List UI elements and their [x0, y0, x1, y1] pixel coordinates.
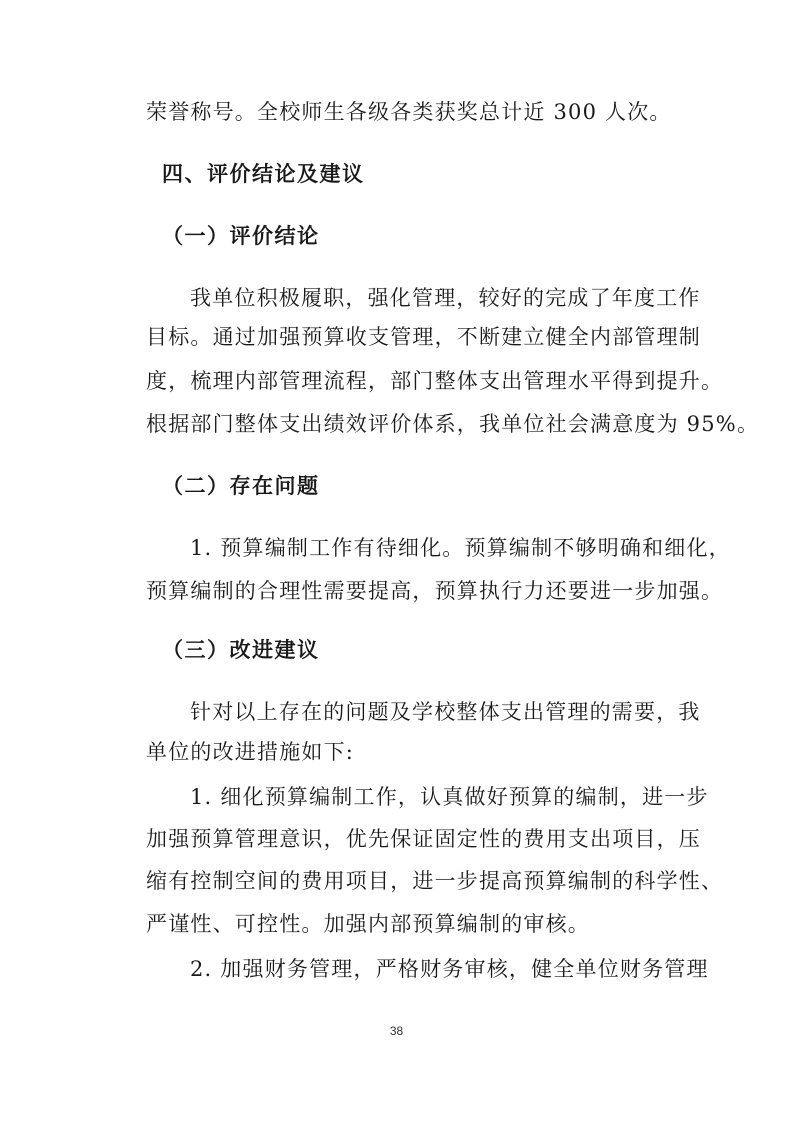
suggestions-line-2: 单位的改进措施如下:	[146, 740, 355, 764]
suggestions-line-6: 严谨性、可控性。加强内部预算编制的审核。	[146, 912, 590, 936]
conclusion-line-4: 根据部门整体支出绩效评价体系，我单位社会满意度为 95%。	[146, 412, 760, 436]
section-heading-evaluation-conclusions: 四、评价结论及建议	[162, 162, 365, 186]
suggestions-line-4: 加强预算管理意识，优先保证固定性的费用支出项目，压	[146, 827, 701, 851]
suggestions-line-7: 2. 加强财务管理，严格财务审核，健全单位财务管理	[190, 957, 709, 981]
problems-line-2: 预算编制的合理性需要提高，预算执行力还要进一步加强。	[146, 579, 724, 603]
conclusion-line-3: 度，梳理内部管理流程，部门整体支出管理水平得到提升。	[146, 369, 724, 393]
suggestions-line-5: 缩有控制空间的费用项目，进一步提高预算编制的科学性、	[146, 869, 724, 893]
problems-line-1: 1. 预算编制工作有待细化。预算编制不够明确和细化，	[190, 536, 731, 560]
suggestions-line-1: 针对以上存在的问题及学校整体支出管理的需要，我	[190, 700, 701, 724]
intro-line-1: 荣誉称号。全校师生各级各类获奖总计近 300 人次。	[146, 100, 672, 124]
page-number: 38	[389, 1024, 404, 1038]
subsection-heading-suggestions: （三）改进建议	[162, 638, 320, 662]
subsection-heading-conclusion: （一）评价结论	[162, 224, 320, 248]
conclusion-line-1: 我单位积极履职，强化管理，较好的完成了年度工作	[190, 286, 701, 310]
suggestions-line-3: 1. 细化预算编制工作，认真做好预算的编制，进一步	[190, 785, 709, 809]
subsection-heading-problems: （二）存在问题	[162, 474, 320, 498]
conclusion-line-2: 目标。通过加强预算收支管理，不断建立健全内部管理制	[146, 325, 701, 349]
